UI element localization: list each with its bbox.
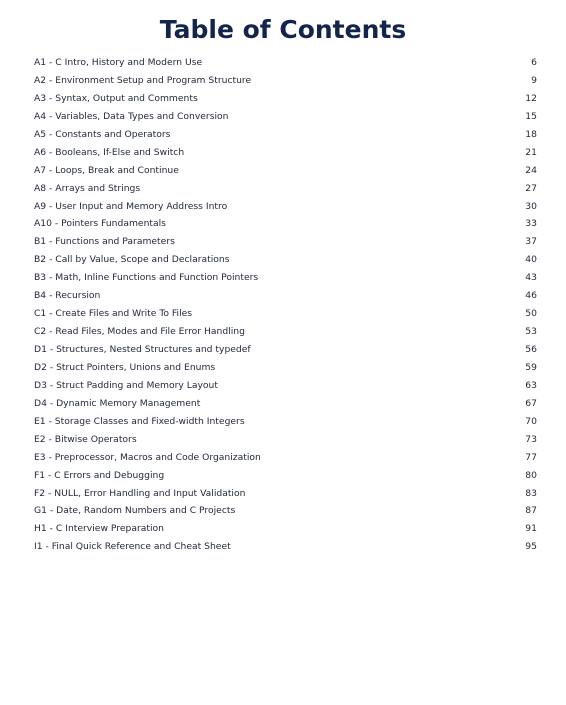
toc-entry-page-number: 53 bbox=[525, 326, 537, 338]
toc-entry[interactable] bbox=[34, 359, 537, 377]
toc-entry[interactable] bbox=[34, 180, 537, 198]
toc-entry[interactable] bbox=[34, 215, 537, 233]
page-title: Table of Contents bbox=[159, 15, 407, 44]
toc-entry-page-number: 18 bbox=[525, 128, 537, 140]
toc-entry-page-number: 24 bbox=[525, 164, 537, 176]
toc-entry-page-number: 37 bbox=[525, 236, 537, 248]
toc-entry-title: B4 - Recursion bbox=[34, 290, 101, 302]
toc-entry-page-number: 56 bbox=[525, 344, 537, 355]
toc-entry-page-number: 67 bbox=[525, 397, 537, 409]
toc-entry[interactable] bbox=[34, 431, 537, 449]
toc-entry[interactable] bbox=[34, 395, 537, 413]
toc-entry-title: I1 - Final Quick Reference and Cheat Sheet bbox=[34, 541, 231, 553]
toc-entry-page-number: 21 bbox=[525, 146, 537, 158]
toc-entry[interactable] bbox=[34, 485, 537, 503]
toc-entry[interactable] bbox=[34, 144, 537, 162]
toc-entry[interactable] bbox=[34, 449, 537, 467]
toc-entry-page-number: 77 bbox=[525, 451, 537, 463]
toc-entry-page-number: 12 bbox=[525, 92, 537, 104]
toc-entry-page-number: 46 bbox=[525, 290, 537, 302]
toc-entry-title: D4 - Dynamic Memory Management bbox=[34, 397, 201, 409]
toc-entry-title: B3 - Math, Inline Functions and Function Pointers bbox=[34, 272, 259, 284]
toc-entry-page-number: 63 bbox=[525, 379, 537, 391]
toc-entry[interactable] bbox=[34, 233, 537, 251]
table-of-contents bbox=[34, 54, 537, 556]
toc-entry-page-number: 9 bbox=[531, 74, 537, 86]
toc-entry[interactable] bbox=[34, 520, 537, 538]
toc-entry-title: G1 - Date, Random Numbers and C Projects bbox=[34, 505, 236, 517]
toc-entry[interactable] bbox=[34, 413, 537, 431]
toc-entry-title: A1 - C Intro, History and Modern Use bbox=[34, 57, 203, 68]
toc-entry[interactable] bbox=[34, 377, 537, 395]
toc-entry-title: D3 - Struct Padding and Memory Layout bbox=[34, 379, 218, 391]
toc-entry-title: E3 - Preprocessor, Macros and Code Organization bbox=[34, 451, 261, 463]
toc-entry-page-number: 73 bbox=[525, 433, 537, 445]
toc-entry-page-number: 87 bbox=[525, 505, 537, 517]
toc-entry-page-number: 15 bbox=[525, 110, 537, 122]
toc-entry-title: A4 - Variables, Data Types and Conversion bbox=[34, 110, 229, 122]
toc-entry-title: B2 - Call by Value, Scope and Declarations bbox=[34, 254, 230, 266]
toc-entry[interactable] bbox=[34, 162, 537, 180]
toc-entry-title: A3 - Syntax, Output and Comments bbox=[34, 92, 198, 104]
toc-entry-page-number: 33 bbox=[525, 218, 537, 230]
toc-entry-title: A7 - Loops, Break and Continue bbox=[34, 164, 179, 176]
toc-entry-title: H1 - C Interview Preparation bbox=[34, 523, 164, 535]
toc-entry-title: E2 - Bitwise Operators bbox=[34, 433, 137, 445]
toc-entry-title: D1 - Structures, Nested Structures and typedef bbox=[34, 344, 251, 355]
toc-entry[interactable] bbox=[34, 269, 537, 287]
toc-entry[interactable] bbox=[34, 54, 537, 72]
toc-entry[interactable] bbox=[34, 305, 537, 323]
toc-entry[interactable] bbox=[34, 108, 537, 126]
toc-entry-title: C1 - Create Files and Write To Files bbox=[34, 308, 193, 320]
toc-entry[interactable] bbox=[34, 341, 537, 359]
toc-entry-title: A9 - User Input and Memory Address Intro bbox=[34, 200, 228, 212]
toc-entry-page-number: 43 bbox=[525, 272, 537, 284]
toc-entry-title: A10 - Pointers Fundamentals bbox=[34, 218, 166, 230]
toc-entry[interactable] bbox=[34, 538, 537, 556]
toc-entry[interactable] bbox=[34, 467, 537, 485]
toc-entry-page-number: 59 bbox=[525, 361, 537, 373]
toc-entry-title: F2 - NULL, Error Handling and Input Validation bbox=[34, 487, 246, 499]
toc-entry[interactable] bbox=[34, 323, 537, 341]
toc-entry-title: D2 - Struct Pointers, Unions and Enums bbox=[34, 361, 216, 373]
toc-entry-title: A8 - Arrays and Strings bbox=[34, 182, 141, 194]
toc-entry[interactable] bbox=[34, 90, 537, 108]
toc-entry-title: C2 - Read Files, Modes and File Error Handling bbox=[34, 326, 245, 338]
toc-entry-title: B1 - Functions and Parameters bbox=[34, 236, 175, 248]
toc-entry-page-number: 80 bbox=[525, 469, 537, 481]
toc-entry-page-number: 91 bbox=[525, 523, 537, 535]
toc-entry[interactable] bbox=[34, 126, 537, 144]
toc-entry[interactable] bbox=[34, 287, 537, 305]
toc-entry[interactable] bbox=[34, 72, 537, 90]
toc-entry-page-number: 95 bbox=[525, 541, 537, 553]
toc-entry-page-number: 40 bbox=[525, 254, 537, 266]
toc-entry-title: E1 - Storage Classes and Fixed-width Integers bbox=[34, 415, 245, 427]
toc-entry-title: A6 - Booleans, If-Else and Switch bbox=[34, 146, 185, 158]
toc-entry-page-number: 27 bbox=[525, 182, 537, 194]
toc-entry-title: A5 - Constants and Operators bbox=[34, 128, 171, 140]
toc-entry-page-number: 83 bbox=[525, 487, 537, 499]
toc-entry[interactable] bbox=[34, 251, 537, 269]
toc-entry[interactable] bbox=[34, 198, 537, 216]
toc-entry-title: F1 - C Errors and Debugging bbox=[34, 469, 165, 481]
toc-entry[interactable] bbox=[34, 502, 537, 520]
toc-entry-title: A2 - Environment Setup and Program Structure bbox=[34, 74, 252, 86]
toc-entry-page-number: 70 bbox=[525, 415, 537, 427]
toc-entry-page-number: 50 bbox=[525, 308, 537, 320]
toc-entry-page-number: 30 bbox=[525, 200, 537, 212]
toc-entry-page-number: 6 bbox=[531, 57, 537, 68]
